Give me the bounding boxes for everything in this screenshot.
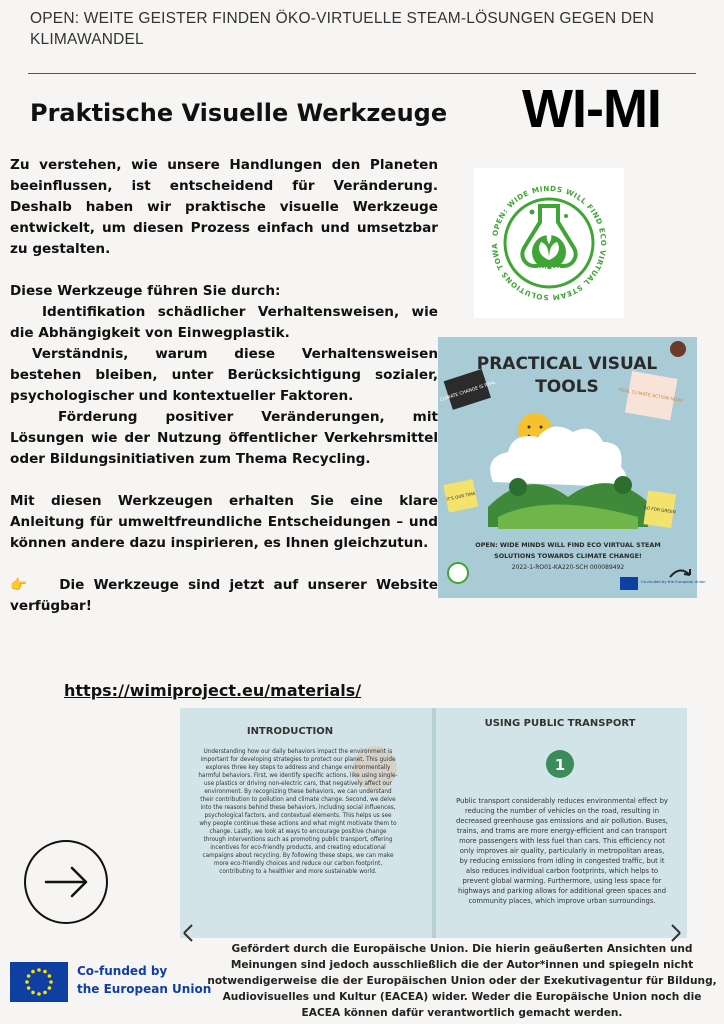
list-item: Identifikation schädlicher Verhaltensweisen, wie die Abhängigkeit von Einwegplastik. xyxy=(10,304,438,341)
guidance-paragraph: Mit diesen Werkzeugen erhalten Sie eine klare Anleitung für umweltfreundliche Entscheidungen – und können andere dazu inspirieren, es Ihnen gleichzutun. xyxy=(10,493,438,551)
eu-star xyxy=(31,970,35,974)
cover-bottom-line2: SOLUTIONS TOWARDS CLIMATE CHANGE! xyxy=(494,552,642,560)
eu-star xyxy=(25,980,29,984)
pages-right-title: USING PUBLIC TRANSPORT xyxy=(484,718,636,729)
cover-eu-label: Co-funded by the European Union xyxy=(641,579,706,584)
body-text xyxy=(10,155,438,617)
pages-left-text: Understanding how our daily behaviors impact the environment is important for developing strategies to protect our planet. This guide explores three key steps to address and change environmentally harmful behaviors. First, we identify specific actions, like using single-use plastics or driving non-electric cars, that negatively affect our environment. By recognizing these behaviors, we can understand their contribution to pollution and climate change. Second, we delve into the reasons behind these behaviors, including social influences, psychological factors, and contextual elements. This helps us see why people continue these actions and what might motivate them to change. Lastly, we look at ways to encourage positive change through interventions such as promoting public transport, offering incentives for eco-friendly products, and creating educational campaigns about recycling. By following these steps, we can make more eco-friendly choices and reduce our carbon footprint, contributing to a healthier and more sustainable world. xyxy=(198,749,398,875)
cover-sign-right2: GO FOR GREEN xyxy=(643,505,677,515)
arrow-right-icon xyxy=(26,842,106,922)
cover-sign-left: CLIMATE CHANGE IS REAL xyxy=(439,380,497,404)
eu-star xyxy=(27,974,31,978)
eu-star xyxy=(31,991,35,995)
eu-star xyxy=(43,970,47,974)
logo-ring-text: OPEN: WIDE MINDS WILL FIND ECO VIRTUAL STEAM SOLUTIONS TOWA xyxy=(489,183,609,303)
eu-flag-icon xyxy=(10,962,68,1002)
logo-center-text: WI-MI xyxy=(537,266,561,274)
cover-title-line2: TOOLS xyxy=(535,377,599,397)
cover-sign-left2: IT'S OUR TIME xyxy=(445,490,476,502)
wimi-logo-graphic xyxy=(474,168,624,318)
pointing-hand-icon: 👉 xyxy=(10,577,32,593)
eu-star xyxy=(37,968,41,972)
eu-label-line1: Co-funded by xyxy=(77,964,168,978)
pages-right-text: Public transport considerably reduces environmental effect by reducing the number of vehicles on the road, resulting in decreased greenhouse gas emissions and air pollution. Buses, trains, and trams are more energy-efficient and can transport more passengers with less fuel than cars. This efficiency not only improves air quality, particularly in metropolitan areas, by reducing emissions from idling in congested traffic, but it also reduces individual carbon footprints, which helps to prevent global warming. Furthermore, using less space for highways and parking allows for additional green spaces and community places, which improve urban surroundings. xyxy=(456,797,668,905)
cover-sign-right: REAL CLIMATE ACTION NOW! xyxy=(618,388,684,405)
eu-star xyxy=(37,992,41,996)
cover-bottom-line3: 2022-1-RO01-KA220-SCH 000089492 xyxy=(511,564,625,571)
pages-left-title: INTRODUCTION xyxy=(246,726,334,737)
funding-disclaimer: Gefördert durch die Europäische Union. Die hierin geäußerten Ansichten und Meinungen sind jedoch ausschließlich die der Autor*innen und spiegeln nicht notwendigerweise die der Europäischen Union oder der Exekutivagentur für Bildung, Audiovisuelles und Kultur (EACEA) wider. Weder die Europäische Union noch die EACEA können dafür verantwortlich gemacht werden. xyxy=(207,943,717,1019)
availability-text: Die Werkzeuge sind jetzt auf unserer Website verfügbar! xyxy=(10,577,439,614)
brand-title: WI-MI xyxy=(522,79,661,139)
eu-star xyxy=(49,980,53,984)
guide-pages-preview xyxy=(180,708,687,938)
materials-link[interactable]: https://wimiproject.eu/materials/ xyxy=(64,681,362,700)
tools-intro: Diese Werkzeuge führen Sie durch: xyxy=(10,283,281,299)
intro-paragraph: Zu verstehen, wie unsere Handlungen den Planeten beeinflussen, ist entscheidend für Veränderung. Deshalb haben wir praktische visuelle Werkzeuge entwickelt, um diesen Prozess einfach und umsetzbar zu gestalten. xyxy=(10,157,438,257)
availability-paragraph xyxy=(10,575,438,617)
eu-star xyxy=(27,986,31,990)
eu-star xyxy=(48,986,52,990)
eu-label-line2: the European Union xyxy=(77,982,212,996)
eu-cofunded-logo xyxy=(10,962,212,1002)
eu-star xyxy=(48,974,52,978)
wimi-logo xyxy=(474,168,624,318)
list-item: Verständnis, warum diese Verhaltensweisen bestehen bleiben, unter Berücksichtigung sozialer, psychologischer und kontextueller Faktoren. xyxy=(10,346,438,404)
list-item: Förderung positiver Veränderungen, mit Lösungen wie der Nutzung öffentlicher Verkehrsmittel oder Bildungsinitiativen zum Thema Recycling. xyxy=(10,409,438,467)
pages-right-number: 1 xyxy=(554,756,566,774)
document-header: OPEN: WEITE GEISTER FINDEN ÖKO-VIRTUELLE STEAM-LÖSUNGEN GEGEN DEN KLIMAWANDEL xyxy=(30,10,655,48)
practical-visual-tools-cover xyxy=(438,337,706,598)
page-title: Praktische Visuelle Werkzeuge xyxy=(30,99,448,127)
next-arrow-button[interactable] xyxy=(24,840,108,924)
cover-title-line1: PRACTICAL VISUAL xyxy=(476,354,658,374)
eu-star xyxy=(43,991,47,995)
cover-bottom-line1: OPEN: WIDE MINDS WILL FIND ECO VIRTUAL STEAM xyxy=(475,541,661,549)
header-divider xyxy=(28,73,696,74)
